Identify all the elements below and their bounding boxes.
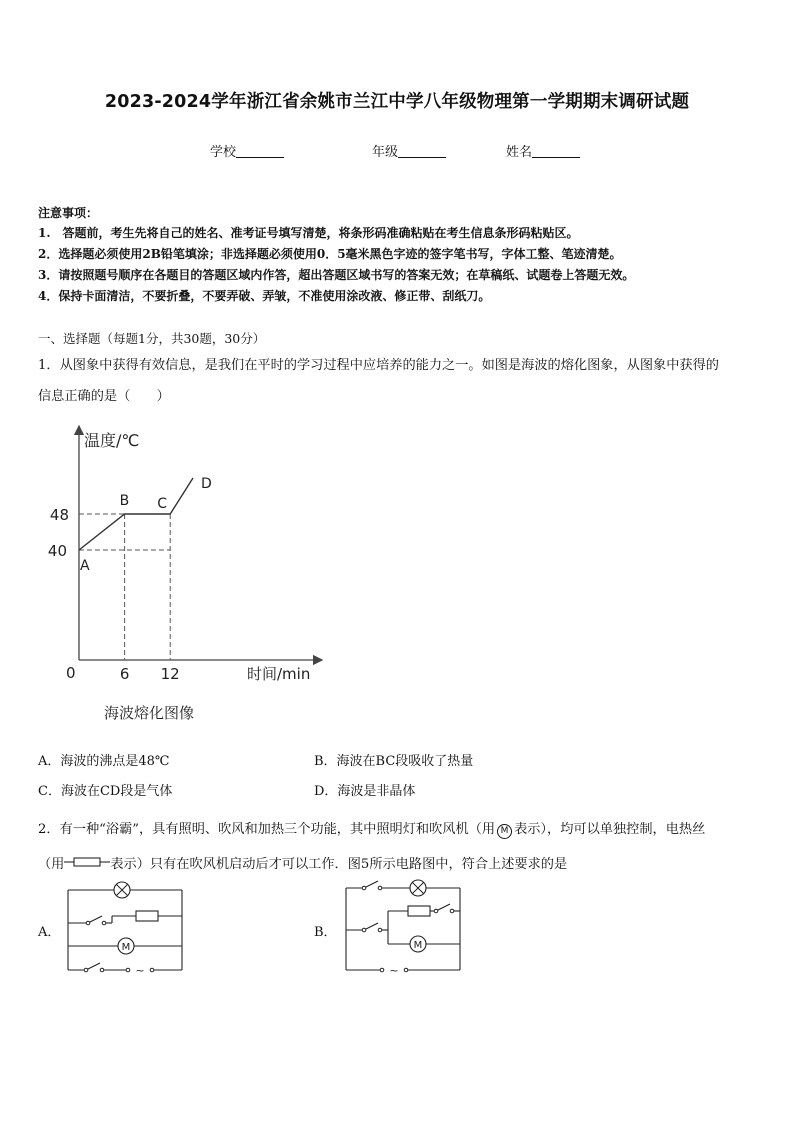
switch-node [362,928,366,932]
source-terminal [126,968,130,972]
circuit-diagram-a[interactable] [60,878,190,978]
y-axis-label: 温度/℃ [84,431,140,450]
note-item-3: 3．请按照题号顺序在各题目的答题区域内作答，超出答题区域书写的答案无效；在草稿纸、试题卷上答题无效。 [38,268,635,282]
point-label-a: A [80,558,90,574]
source-terminal [404,968,408,972]
name-blank[interactable] [532,145,580,158]
q2-line-2 [38,853,567,872]
switch-node [378,928,382,932]
q2-text-2a: （用 [38,857,65,872]
grade-field[interactable] [372,141,446,160]
melting-chart [40,420,340,730]
switch-node [362,886,366,890]
motor-label: M [121,942,131,953]
grade-label: 年级 [372,145,399,160]
q2-text-2b: 表示）只有在吹风机启动后才可以工作．图5所示电路图中，符合上述要求的是 [110,857,568,872]
motor-symbol-icon: M [497,824,512,839]
name-label: 姓名 [506,145,533,160]
x-tick-label: 12 [160,665,180,683]
source-terminal [380,968,384,972]
y-tick-label: 48 [49,506,69,524]
switch-node [100,968,104,972]
q1-option-a[interactable]: A．海波的沸点是48℃ [38,754,170,769]
motor-icon [118,938,134,954]
q1-line-1: 1．从图象中获得有效信息，是我们在平时的学习过程中应培养的能力之一。如图是海波的熔化图象，从图象中获得的 [38,358,719,373]
page-title: 2023-2024学年浙江省余姚市兰江中学八年级物理第一学期期末调研试题 [104,92,690,112]
switch-node [86,921,90,925]
q2-option-b-label[interactable]: B． [314,925,337,940]
y-tick-label: 40 [47,542,67,560]
notes-heading: 注意事项： [38,206,99,220]
point-label-b: B [119,493,130,509]
switch-node [378,886,382,890]
motor-label: M [413,940,423,951]
school-label: 学校 [210,145,237,160]
lamp-icon [114,882,130,898]
switch-node [102,921,106,925]
lamp-icon [410,880,426,896]
q1-option-b[interactable]: B．海波在BC段吸收了热量 [314,754,474,769]
section-heading: 一、选择题（每题1分，共30题，30分） [38,331,266,346]
x-tick-label: 6 [119,665,130,683]
switch-node [84,968,88,972]
q1-line-2: 信息正确的是（ ） [38,389,170,404]
source-terminal [150,968,154,972]
grade-blank[interactable] [398,145,446,158]
circuit-diagram-b[interactable] [338,878,468,978]
note-item-1: 1. 答题前，考生先将自己的姓名、准考证号填写清楚，将条形码准确粘贴在考生信息条形码粘贴区。 [38,226,579,240]
heater-resistor-icon [136,911,158,921]
motor-icon [410,936,426,952]
heater-resistor-icon [408,906,430,916]
q2-text-1a: 2．有一种“浴霸”，具有照明、吹风和加热三个功能，其中照明灯和吹风机（用 [38,822,496,837]
origin-label: 0 [66,664,76,682]
ac-source-icon: ~ [389,964,399,977]
switch-node [450,909,454,913]
x-axis-label: 时间/min [247,665,311,683]
q1-option-d[interactable]: D．海波是非晶体 [314,784,416,799]
switch-node [434,909,438,913]
chart-title: 海波熔化图像 [104,704,195,722]
q2-text-1b: 表示），均可以单独控制，电热丝 [514,822,706,837]
note-item-4: 4．保持卡面清洁，不要折叠，不要弄破、弄皱，不准使用涂改液、修正带、刮纸刀。 [38,289,491,303]
school-field[interactable] [210,141,284,160]
note-item-2: 2．选择题必须使用2B铅笔填涂；非选择题必须使用0．5毫米黑色字迹的签字笔书写，字体工整、笔迹清楚。 [38,247,622,261]
school-blank[interactable] [236,145,284,158]
q1-option-c[interactable]: C．海波在CD段是气体 [38,784,173,799]
ac-source-icon: ~ [135,964,145,977]
resistor-symbol-icon [64,856,110,871]
point-label-d: D [201,476,212,492]
q2-line-1 [38,818,705,839]
name-field[interactable] [506,141,580,160]
point-label-c: C [157,496,167,512]
q2-option-a-label[interactable]: A． [38,925,61,940]
